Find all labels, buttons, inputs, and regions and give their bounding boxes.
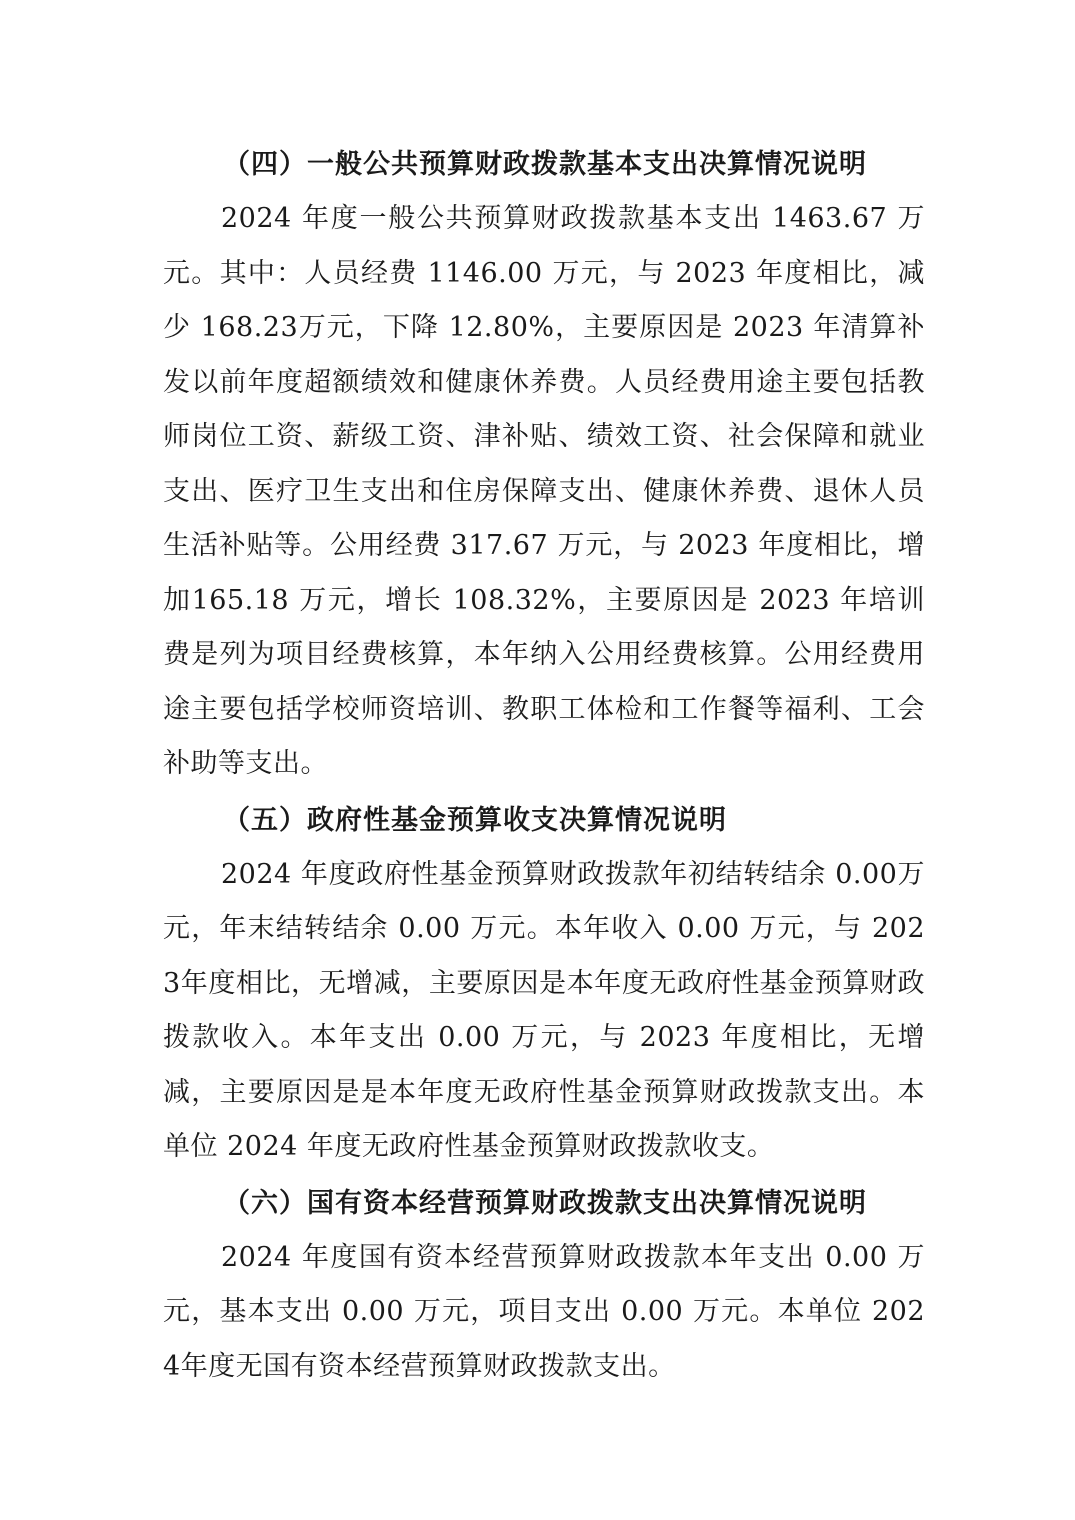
section-body-5 (163, 848, 925, 1175)
text-line: 万元，年末结转结余 0.00 万元。本年收入 0.00 万元，与 2023 (163, 858, 925, 999)
text-line: 元，基本支出 0.00 万元，项目支出 0.00 万元。本单位 2024 (163, 1296, 925, 1382)
text-line: 年度相比，无增减，主要原因是本年度无政府性基金预算财 (180, 967, 898, 999)
text-line: 万元，下降 12.80%，主要原因是 2023 年清算补发以前年度 (163, 312, 925, 398)
paragraph-state-capital (163, 1231, 925, 1395)
text-line: 列为项目经费核算，本年纳入公用经费核算。公用经费用途 (163, 639, 925, 725)
text-line: 2024 年度政府性基金预算财政拨款年初结转结余 0.00 (221, 858, 898, 890)
text-line: 本单位 2024 年度无政府性基金预算财政拨款收支。 (163, 1076, 925, 1162)
section-body-4 (163, 192, 925, 792)
text-line: 2024 年度国有资本经营预算财政拨款本年支出 0.00 万 (221, 1241, 925, 1273)
text-line: 政拨款收入。本年支出 0.00 万元，与 2023 年度相比，无增 (163, 967, 925, 1053)
text-line: 主要包括学校师资培训、教职工体检和工作餐等福利、工会 (191, 693, 925, 725)
section-heading-6: （六）国有资本经营预算财政拨款支出决算情况说明 (223, 1187, 867, 1219)
text-line: 减，主要原因是是本年度无政府性基金预算财政拨款支出。 (163, 1076, 898, 1108)
text-line: 其中：人员经费 1146.00 万元，与 2023 年度相比，减少 168.23 (163, 257, 925, 343)
text-line: 补助等支出。 (163, 748, 328, 779)
text-line: 2024 年度一般公共预算财政拨款基本支出 1463.67 万元。 (163, 203, 925, 289)
text-line: 165.18 万元，增长 108.32%，主要原因是 2023 年培训费是 (163, 584, 925, 670)
text-line: 资、薪级工资、津补贴、绩效工资、社会保障和就业支出、 (163, 421, 925, 507)
paragraph-basic-expenditure (163, 192, 925, 792)
paragraph-government-fund (163, 848, 925, 1175)
section-heading-5: （五）政府性基金预算收支决算情况说明 (223, 804, 727, 836)
text-line: 医疗卫生支出和住房保障支出、健康休养费、退休人员生活 (163, 475, 925, 561)
text-line: 超额绩效和健康休养费。人员经费用途主要包括教师岗位工 (163, 366, 925, 452)
text-line: 年度无国有资本经营预算财政拨款支出。 (180, 1350, 676, 1382)
section-body-6 (163, 1231, 925, 1395)
document-body (163, 138, 925, 1394)
section-heading-4: （四）一般公共预算财政拨款基本支出决算情况说明 (223, 149, 867, 180)
text-line: 补贴等。公用经费 317.67 万元，与 2023 年度相比，增加 (163, 530, 925, 616)
